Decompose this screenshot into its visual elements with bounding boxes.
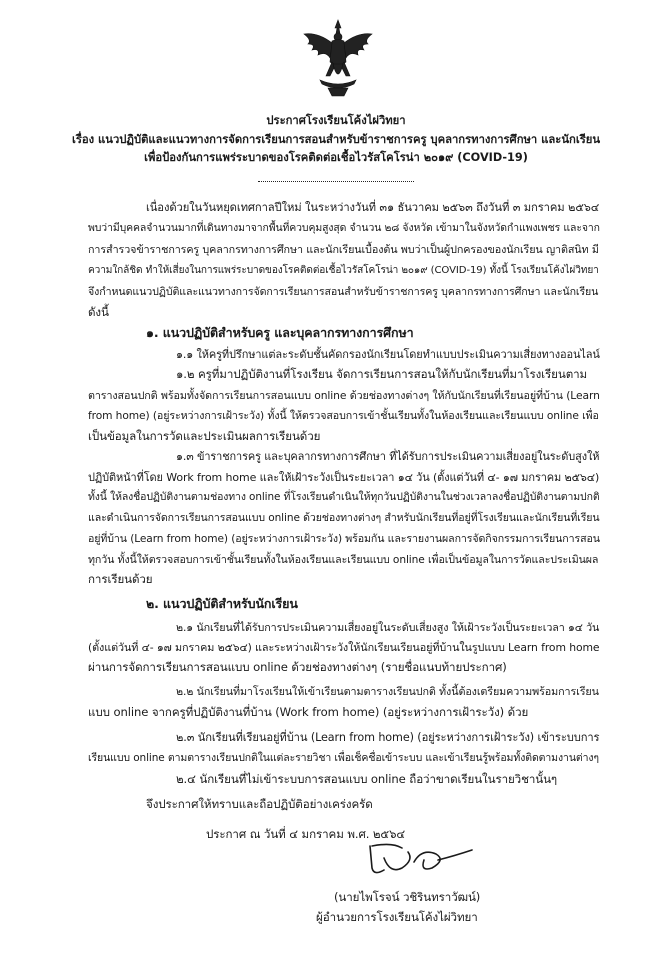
- title-divider: [258, 181, 414, 182]
- intro-line: การสำรวจข้าราชการครู บุคลากรทางการศึกษา และนักเรียนเบื้องต้น พบว่าเป็นผู้ปกครองของนักเรียน ญาติสนิท มี: [88, 243, 599, 256]
- section-1-line: ทุกวัน ทั้งนี้ให้ตรวจสอบการเข้าชั้นเรียนทั้งในห้องเรียนและเรียนแบบ online เพื่อเป็นข้อมูลในการวัดและประเมินผล: [88, 553, 599, 566]
- section-1-line: อยู่ที่บ้าน (Learn from home) (อยู่ระหว่างการเฝ้าระวัง) พร้อมกัน และรายงานผลการจัดกิจกรรมการเรียนการสอน: [88, 532, 600, 545]
- section-1-line: from home) (อยู่ระหว่างการเฝ้าระวัง) ทั้งนี้ ให้ตรวจสอบการเข้าชั้นเรียนทั้งในห้องเรียนและเรียนแบบ online เพื่อ: [88, 409, 599, 422]
- signer-position: ผู้อำนวยการโรงเรียนโค้งไผ่วิทยา: [316, 910, 478, 924]
- section-2-line: แบบ online จากครูที่ปฏิบัติงานที่บ้าน (Work from home) (อยู่ระหว่างการเฝ้าระวัง) ด้วย: [88, 705, 529, 719]
- intro-line: เนื่องด้วยในวันหยุดเทศกาลปีใหม่ ในระหว่างวันที่ ๓๑ ธันวาคม ๒๕๖๓ ถึงวันที่ ๓ มกราคม ๒๕๖๔: [146, 201, 600, 214]
- signer-name: (นายไพโรจน์ วชิรินทราวัฒน์): [334, 890, 481, 904]
- intro-line: ดังนี้: [88, 305, 109, 319]
- section-1-line: และดำเนินการจัดการเรียนการสอนแบบ online ด้วยช่องทางต่างๆ สำหรับนักเรียนที่อยู่ที่โรงเรียนและนักเรียนที่เรียน: [88, 512, 600, 524]
- announcement-title: ประกาศโรงเรียนโค้งไผ่วิทยา: [266, 114, 406, 127]
- section-2-item: ๒.๒ นักเรียนที่มาโรงเรียนให้เข้าเรียนตามตารางเรียนปกติ ทั้งนี้ต้องเตรียมความพร้อมการเรียน: [176, 685, 599, 698]
- section-1-item: ๑.๓ ข้าราชการครู และบุคลากรทางการศึกษา ที่ได้รับการประเมินความเสี่ยงอยู่ในระดับสูงให้: [176, 450, 600, 463]
- intro-line: พบว่ามีบุคคลจำนวนมากที่เดินทางมาจากพื้นที่ควบคุมสูงสุด จำนวน ๒๘ จังหวัด เข้ามาในจังหวัดกำแพงเพชร และจาก: [88, 222, 600, 234]
- closing-statement: จึงประกาศให้ทราบและถือปฏิบัติอย่างเคร่งครัด: [146, 797, 373, 811]
- section-1-line: การเรียนด้วย: [88, 572, 153, 586]
- section-2-line: เรียนแบบ online ตามตารางเรียนปกติในแต่ละรายวิชา เพื่อเช็คชื่อเข้าระบบ และเข้าเรียนรู้พร้อมทั้งติดตามงานต่างๆ: [88, 752, 599, 764]
- section-2-heading: ๒. แนวปฏิบัติสำหรับนักเรียน: [146, 596, 298, 611]
- subject-line-1: เรื่อง แนวปฏิบัติและแนวทางการจัดการเรียนการสอนสำหรับข้าราชการครู บุคลากรทางการศึกษา และนักเรียน: [71, 133, 601, 146]
- section-1-item: ๑.๑ ให้ครูที่ปรึกษาแต่ละระดับชั้นคัดกรองนักเรียนโดยทำแบบประเมินความเสี่ยงทางออนไลน์: [176, 348, 600, 361]
- section-2-item: ๒.๔ นักเรียนที่ไม่เข้าระบบการสอนแบบ online ถือว่าขาดเรียนในรายวิชานั้นๆ: [176, 772, 558, 786]
- section-2-item: ๒.๑ นักเรียนที่ได้รับการประเมินความเสี่ยงอยู่ในระดับเสี่ยงสูง ให้เฝ้าระวังเป็นระยะเวลา ๑๔ วัน: [176, 621, 600, 634]
- signature-icon: [362, 838, 482, 884]
- garuda-emblem-icon: [300, 18, 376, 98]
- section-1-heading: ๑. แนวปฏิบัติสำหรับครู และบุคลากรทางการศึกษา: [146, 325, 414, 340]
- section-1-line: ตารางสอนปกติ พร้อมทั้งจัดการเรียนการสอนแบบ online ด้วยช่องทางต่างๆ ให้กับนักเรียนที่เรียนอยู่ที่บ้าน (Learn: [88, 389, 600, 402]
- section-1-line: ทั้งนี้ ให้ลงชื่อปฏิบัติงานตามช่องทาง online ที่โรงเรียนดำเนินให้ทุกวันปฏิบัติงานในช่วงเวลาลงชื่อปฏิบัติงานตามปกติ: [88, 491, 600, 503]
- section-1-item: ๑.๒ ครูที่มาปฏิบัติงานที่โรงเรียน จัดการเรียนการสอนให้กับนักเรียนที่มาโรงเรียนตาม: [176, 367, 588, 381]
- intro-line: ความใกล้ชิด ทำให้เสี่ยงในการแพร่ระบาดของโรคติดต่อเชื้อไวรัสโคโรน่า ๒๐๑๙ (COVID-19) ทั้งนี้ โรงเรียนโค้งไผ่วิทยา: [88, 265, 599, 276]
- section-1-line: ปฏิบัติหน้าที่โดย Work from home และให้เฝ้าระวังเป็นระยะเวลา ๑๔ วัน (ตั้งแต่วันที่ ๔- ๑๗ มกราคม ๒๕๖๔): [88, 471, 600, 484]
- intro-line: จึงกำหนดแนวปฏิบัติและแนวทางการจัดการเรียนการสอนสำหรับข้าราชการครู บุคลากรทางการศึกษา และนักเรียน: [88, 285, 599, 298]
- announcement-date: ประกาศ ณ วันที่ ๔ มกราคม พ.ศ. ๒๕๖๔: [206, 827, 406, 841]
- subject-line-2: เพื่อป้องกันการแพร่ระบาดของโรคติดต่อเชื้อไวรัสโคโรน่า ๒๐๑๙ (COVID-19): [144, 151, 528, 164]
- section-2-line: (ตั้งแต่วันที่ ๔- ๑๗ มกราคม ๒๕๖๔) และระหว่างเฝ้าระวังให้นักเรียนเรียนอยู่ที่บ้านในรูปแบบ Learn from home: [88, 641, 600, 654]
- section-2-item: ๒.๓ นักเรียนที่เรียนอยู่ที่บ้าน (Learn from home) (อยู่ระหว่างการเฝ้าระวัง) เข้าระบบการ: [176, 731, 600, 744]
- section-2-line: ผ่านการจัดการเรียนการสอนแบบ online ด้วยช่องทางต่างๆ (รายชื่อแนบท้ายประกาศ): [88, 660, 507, 674]
- section-1-line: เป็นข้อมูลในการวัดและประเมินผลการเรียนด้วย: [88, 429, 321, 443]
